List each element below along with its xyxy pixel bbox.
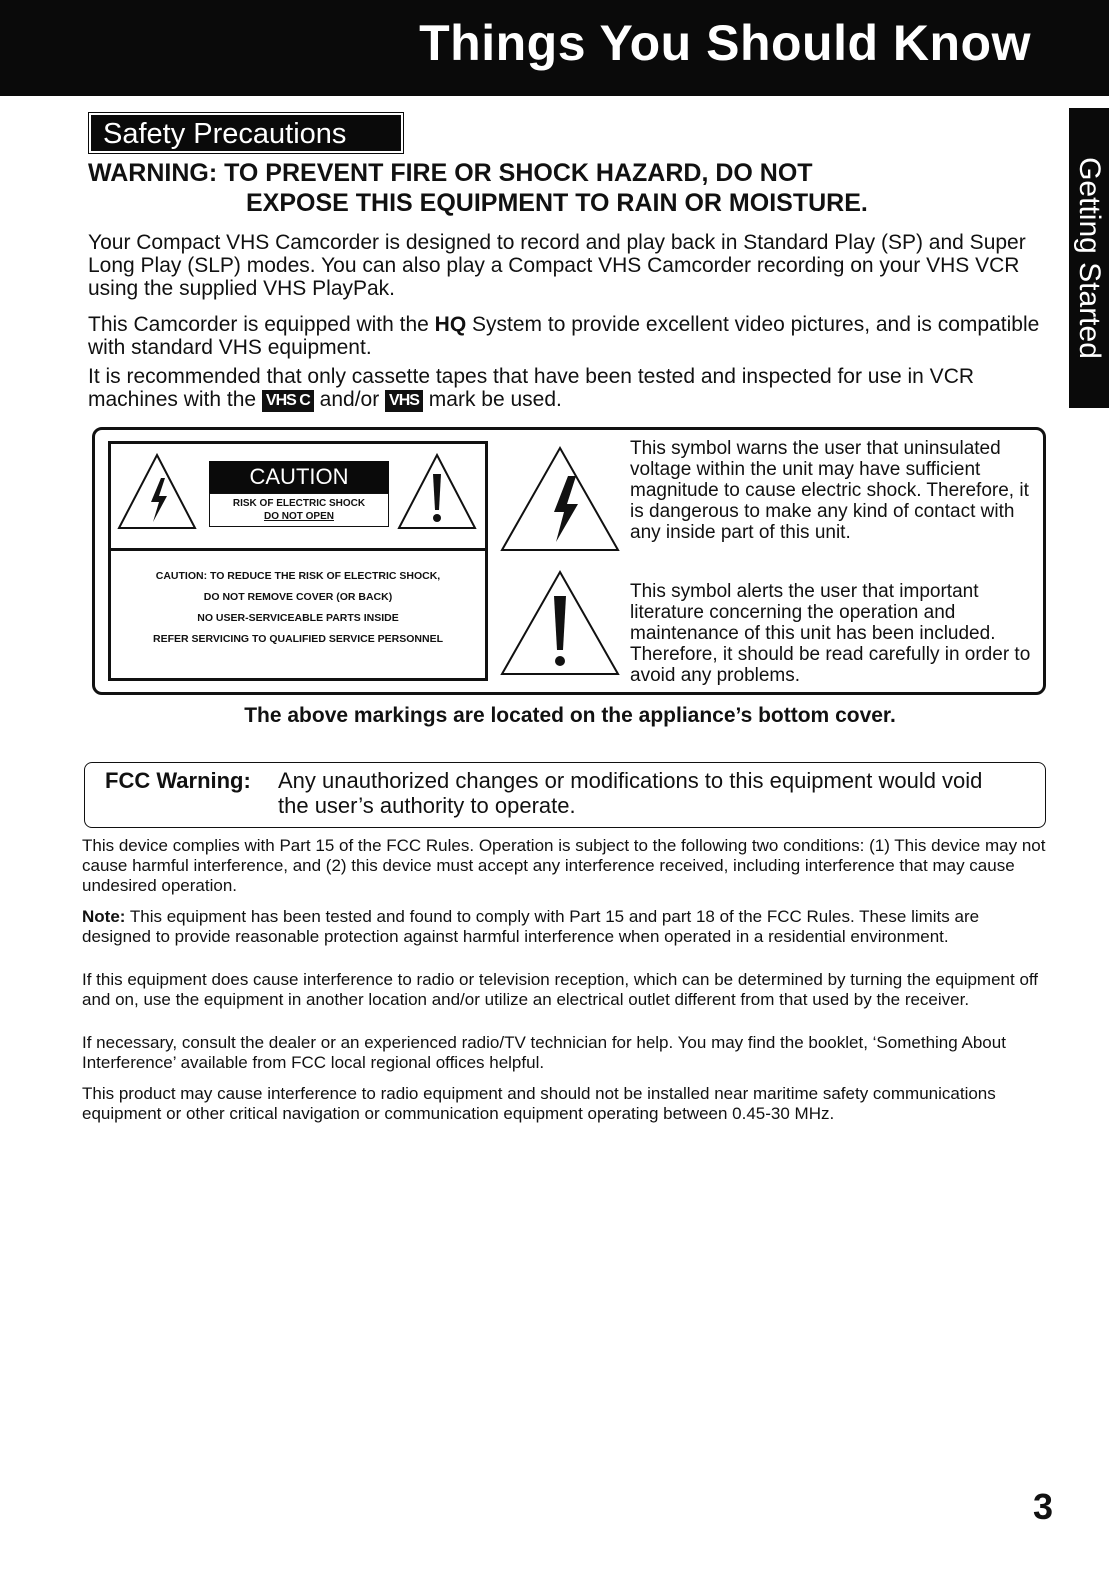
intro-paragraph-2 bbox=[88, 313, 1048, 359]
text-run: It is recommended that only cassette tapes that have been tested and inspected for use in VCR machines with the bbox=[88, 365, 975, 411]
compliance-paragraph: This device complies with Part 15 of the FCC Rules. Operation is subject to the following two conditions: (1) This device may not cause harmful interference, and (2) this device must accept any interference received, including interference that may cause undesired operation. bbox=[82, 836, 1046, 895]
caution-line: NO USER-SERVICEABLE PARTS INSIDE bbox=[197, 612, 399, 624]
markings-note: The above markings are located on the appliance’s bottom cover. bbox=[244, 704, 896, 727]
lightning-symbol-icon bbox=[500, 446, 620, 552]
hazard-warning-line2: EXPOSE THIS EQUIPMENT TO RAIN OR MOISTURE. bbox=[246, 189, 868, 217]
fcc-warning-text: Any unauthorized changes or modifications to this equipment would void the user’s authority to operate. bbox=[278, 768, 983, 818]
text-run: mark be used. bbox=[422, 388, 562, 411]
caution-subtitle bbox=[209, 493, 389, 527]
caution-subtitle-line2: DO NOT OPEN bbox=[263, 511, 334, 522]
exclamation-symbol-icon bbox=[500, 570, 620, 676]
section-heading: Safety Precautions bbox=[88, 112, 404, 154]
caution-line: REFER SERVICING TO QUALIFIED SERVICE PERSONNEL bbox=[153, 633, 443, 645]
page-number: 3 bbox=[1032, 1486, 1053, 1527]
caution-subtitle-line1: RISK OF ELECTRIC SHOCK bbox=[232, 498, 366, 509]
text-run: System to provide excellent video pictures, and is compatible with standard VHS equipment. bbox=[88, 313, 1040, 359]
vhs-logo: VHS bbox=[385, 390, 423, 412]
vhs-c-logo: VHS C bbox=[262, 390, 314, 412]
exclamation-warning-icon bbox=[397, 452, 477, 532]
caution-instructions bbox=[111, 566, 485, 650]
hazard-warning-line1: WARNING: TO PREVENT FIRE OR SHOCK HAZARD, DO NOT bbox=[88, 159, 813, 187]
caution-line: CAUTION: TO REDUCE THE RISK OF ELECTRIC SHOCK, bbox=[155, 570, 441, 582]
fcc-warning-label: FCC Warning: bbox=[105, 768, 251, 793]
note-text: This equipment has been tested and found to comply with Part 15 and part 18 of the FCC Rules. These limits are designed to provide reasonable protection against harmful interference when operated in a residential environment. bbox=[82, 907, 980, 946]
hazard-warning bbox=[88, 158, 988, 218]
note-paragraph bbox=[82, 907, 1047, 947]
help-paragraph: If necessary, consult the dealer or an experienced radio/TV technician for help. You may find the booklet, ‘Something About Interference’ available from FCC local regional offices helpful. bbox=[82, 1033, 1006, 1072]
lightning-warning-icon bbox=[117, 452, 197, 532]
note-label: Note: bbox=[82, 907, 126, 926]
text-run: and/or bbox=[313, 388, 386, 411]
caution-title: CAUTION bbox=[209, 461, 389, 493]
text-run: This Camcorder is equipped with the bbox=[88, 313, 435, 336]
chapter-tab bbox=[1069, 108, 1109, 408]
intro-paragraph-3 bbox=[88, 365, 1048, 412]
exclamation-symbol-description: This symbol alerts the user that important literature concerning the operation and maintenance of this unit has been included. Therefore, it should be read carefully in order to avoid any problems. bbox=[630, 581, 1031, 686]
intro-paragraph-1: Your Compact VHS Camcorder is designed to record and play back in Standard Play (SP) and Super Long Play (SLP) modes. You can also play a Compact VHS Camcorder recording on your VHS VCR using the supplied VHS PlayPak. bbox=[88, 231, 1026, 300]
hq-emphasis: HQ bbox=[434, 313, 467, 336]
caution-line: DO NOT REMOVE COVER (OR BACK) bbox=[203, 591, 393, 603]
chapter-tab-label: Getting Started bbox=[1073, 157, 1106, 359]
divider bbox=[111, 548, 485, 551]
page-header bbox=[0, 0, 1109, 96]
fcc-warning-box bbox=[84, 762, 1046, 828]
caution-label bbox=[108, 441, 488, 681]
page-title: Things You Should Know bbox=[419, 15, 1031, 71]
maritime-paragraph: This product may cause interference to radio equipment and should not be installed near maritime safety communications equipment or other critical navigation or communication equipment operating between 0.45-30 MHz. bbox=[82, 1084, 996, 1123]
lightning-symbol-description: This symbol warns the user that uninsulated voltage within the unit may have sufficient magnitude to cause electric shock. Therefore, it is dangerous to make any kind of contact with any inside part of this unit. bbox=[630, 438, 1029, 543]
interference-paragraph: If this equipment does cause interference to radio or television reception, which can be determined by turning the equipment off and on, use the equipment in another location and/or utilize an electrical outlet different from that used by the receiver. bbox=[82, 970, 1039, 1009]
